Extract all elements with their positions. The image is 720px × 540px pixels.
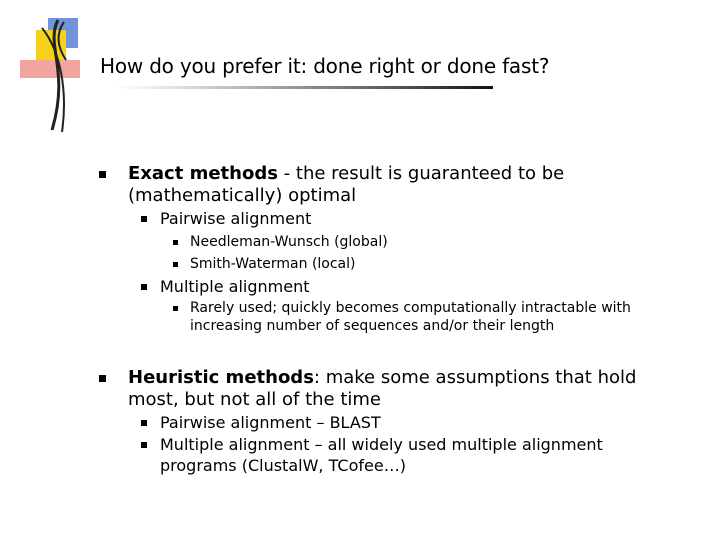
bullet-level2 <box>141 420 147 426</box>
sub-sub-item-smith: Smith-Waterman (local) <box>190 256 356 272</box>
decorative-logo <box>0 0 110 140</box>
sub-item-pairwise: Pairwise alignment <box>160 209 312 228</box>
sub-item-multiple-alignment-programs: Multiple alignment – all widely used multiple alignment <box>160 435 603 454</box>
item-heuristic-methods-line2: most, but not all of the time <box>128 389 381 410</box>
bullet-level2 <box>141 216 147 222</box>
bullet-level3 <box>173 306 178 311</box>
item-bold: Exact methods <box>128 163 278 184</box>
sub-sub-item-needleman: Needleman-Wunsch (global) <box>190 234 388 250</box>
bullet-level2 <box>141 442 147 448</box>
item-bold: Heuristic methods <box>128 367 314 388</box>
slide-title: How do you prefer it: done right or done fast? <box>100 54 550 78</box>
logo-red-block <box>20 60 80 78</box>
bullet-level2 <box>141 284 147 290</box>
bullet-level1 <box>99 171 106 178</box>
logo-yellow-square <box>36 30 66 60</box>
item-exact-methods <box>128 163 564 185</box>
sub-item-multiple: Multiple alignment <box>160 277 310 296</box>
bullet-level1 <box>99 375 106 382</box>
sub-sub-item-rarely-used: Rarely used; quickly becomes computationally intractable with <box>190 300 631 316</box>
sub-item-multiple-alignment-programs-line2: programs (ClustalW, TCofee…) <box>160 456 406 475</box>
item-text: - the result is guaranteed to be <box>277 163 565 184</box>
item-heuristic-methods <box>128 367 636 389</box>
bullet-level3 <box>173 262 178 267</box>
item-exact-methods-line2: (mathematically) optimal <box>128 185 357 206</box>
bullet-level3 <box>173 240 178 245</box>
sub-sub-item-rarely-used-line2: increasing number of sequences and/or their length <box>190 318 555 334</box>
item-text: : make some assumptions that hold <box>313 367 637 388</box>
sub-item-pairwise-blast: Pairwise alignment – BLAST <box>160 413 381 432</box>
title-underline <box>115 86 493 89</box>
